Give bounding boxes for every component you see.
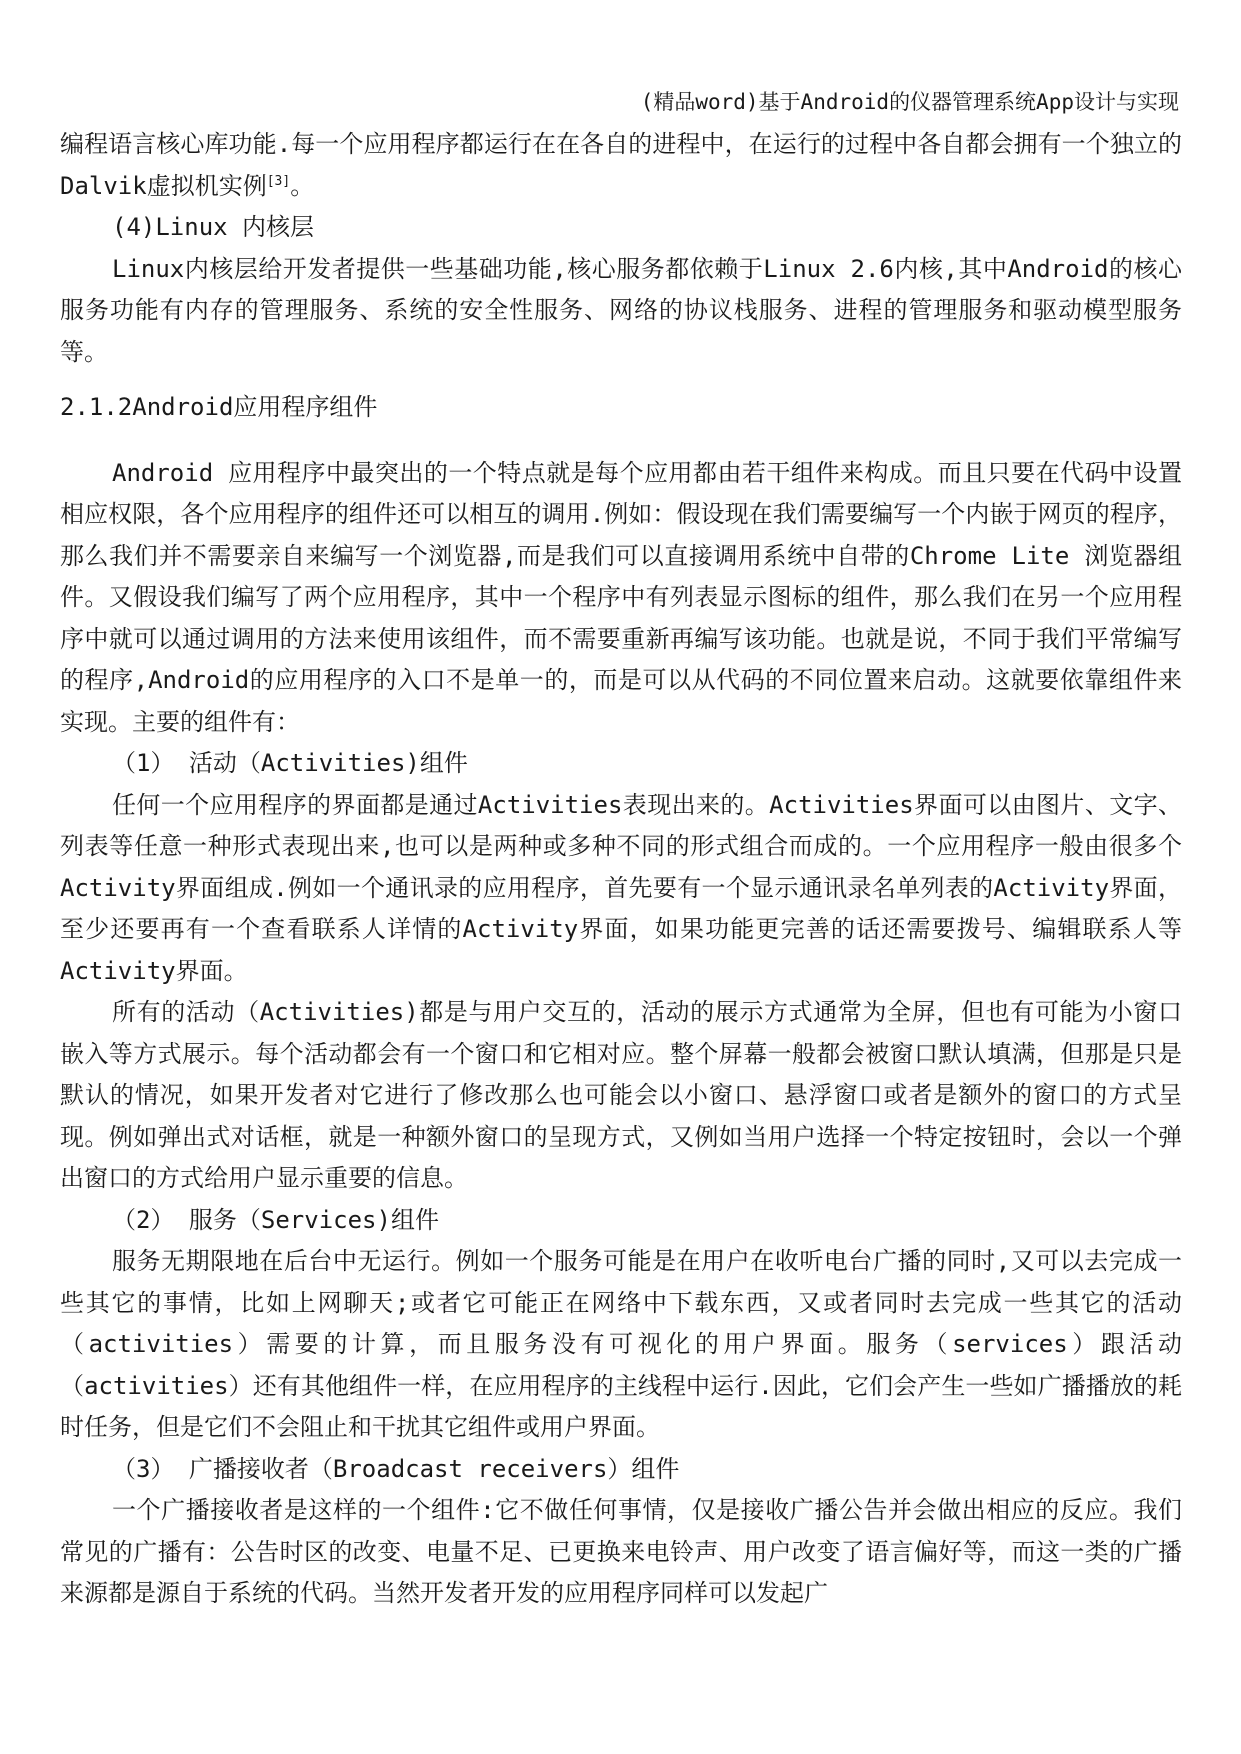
document-body [60, 124, 1182, 1615]
heading-broadcast-receivers: （3） 广播接收者（Broadcast receivers）组件 [112, 1454, 680, 1483]
paragraph-runtime-continuation [60, 124, 1182, 207]
paragraph-linux-kernel: Linux内核层给开发者提供一些基础功能,核心服务都依赖于Linux 2.6内核,其中Android的核心服务功能有内存的管理服务、系统的安全性服务、网络的协议栈服务、进程的管理服务和驱动模型服务等。 [60, 254, 1182, 366]
section-title-app-components: 2.1.2Android应用程序组件 [60, 393, 378, 421]
paragraph-activities-1: 任何一个应用程序的界面都是通过Activities表现出来的。Activities界面可以由图片、文字、列表等任意一种形式表现出来,也可以是两种或多种不同的形式组合而成的。一个应用程序一般由很多个Activity界面组成.例如一个通讯录的应用程序，首先要有一个显示通讯录名单列表的Activity界面，至少还要再有一个查看联系人详情的Activity界面，如果功能更完善的话还需要拨号、编辑联系人等Activity界面。 [60, 790, 1182, 985]
citation-ref: [3] [266, 173, 291, 189]
paragraph-app-components: Android 应用程序中最突出的一个特点就是每个应用都由若干组件来构成。而且只要在代码中设置相应权限，各个应用程序的组件还可以相互的调用.例如：假设现在我们需要编写一个内嵌于网页的程序，那么我们并不需要亲自来编写一个浏览器,而是我们可以直接调用系统中自带的Chrome Lite 浏览器组件。又假设我们编写了两个应用程序，其中一个程序中有列表显示图标的组件，那么我们在另一个应用程序中就可以通过调用的方法来使用该组件，而不需要重新再编写该功能。也就是说，不同于我们平常编写的程序,Android的应用程序的入口不是单一的，而是可以从代码的不同位置来启动。这就要依靠组件来实现。主要的组件有： [60, 458, 1182, 736]
paragraph-activities-2: 所有的活动（Activities)都是与用户交互的，活动的展示方式通常为全屏，但也有可能为小窗口嵌入等方式展示。每个活动都会有一个窗口和它相对应。整个屏幕一般都会被窗口默认填满，但那是只是默认的情况，如果开发者对它进行了修改那么也可能会以小窗口、悬浮窗口或者是额外的窗口的方式呈现。例如弹出式对话框，就是一种额外窗口的呈现方式，又例如当用户选择一个特定按钮时，会以一个弹出窗口的方式给用户显示重要的信息。 [60, 998, 1182, 1192]
paragraph-services: 服务无期限地在后台中无运行。例如一个服务可能是在用户在收听电台广播的同时,又可以去完成一些其它的事情，比如上网聊天;或者它可能正在网络中下载东西，又或者同时去完成一些其它的活动（activities）需要的计算，而且服务没有可视化的用户界面。服务（services）跟活动（activities）还有其他组件一样，在应用程序的主线程中运行.因此，它们会产生一些如广播播放的耗时任务，但是它们不会阻止和干扰其它组件或用户界面。 [60, 1247, 1182, 1441]
paragraph-broadcast-receivers: 一个广播接收者是这样的一个组件:它不做任何事情，仅是接收广播公告并会做出相应的反应。我们常见的广播有：公告时区的改变、电量不足、已更换来电铃声、用户改变了语言偏好等，而这一类的广播来源都是源自于系统的代码。当然开发者开发的应用程序同样可以发起广 [60, 1496, 1182, 1607]
heading-activities: （1） 活动（Activities)组件 [112, 749, 468, 777]
heading-services: （2） 服务（Services)组件 [112, 1205, 439, 1234]
heading-linux-kernel: (4)Linux 内核层 [112, 213, 315, 241]
paragraph-text: 编程语言核心库功能.每一个应用程序都运行在在各自的进程中，在运行的过程中各自都会拥有一个独立的Dalvik虚拟机实例 [60, 130, 1182, 200]
paragraph-end: 。 [290, 171, 315, 200]
running-header: (精品word)基于Android的仪器管理系统App设计与实现 [640, 90, 1179, 114]
